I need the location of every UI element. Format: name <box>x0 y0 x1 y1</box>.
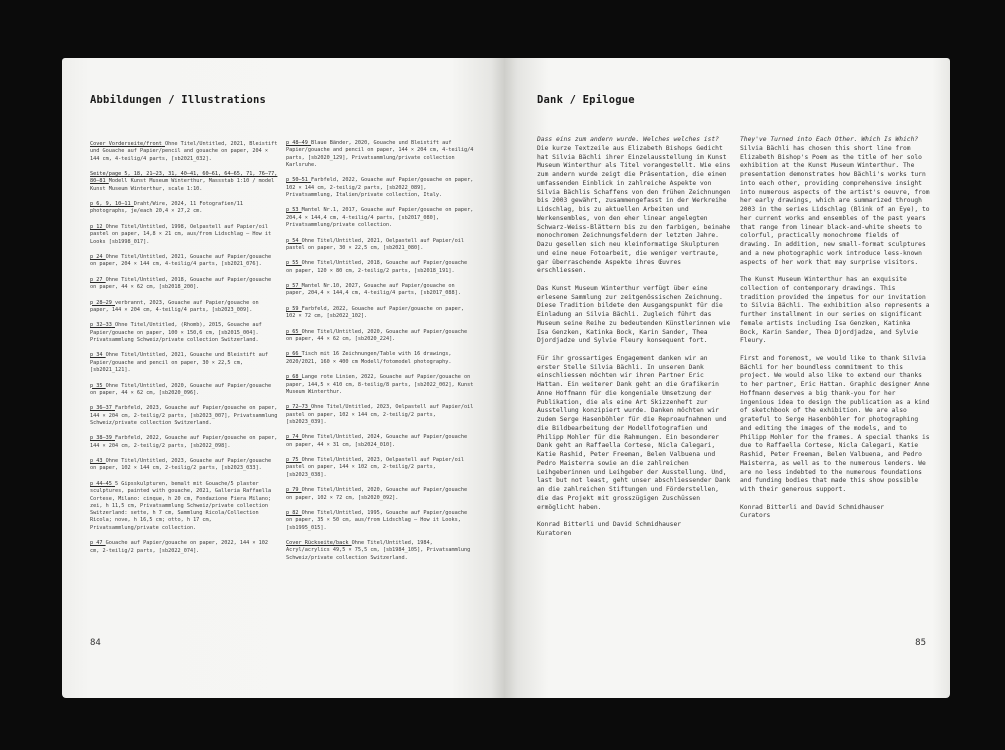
page-reference: p 74 <box>286 434 299 441</box>
page-reference: p 65 <box>286 328 299 335</box>
illustration-caption: Tisch mit 16 Zeichnungen/Table with 16 drawings, 2020/2021, 160 × 400 cm Modell/fotomodel photography. <box>286 351 452 365</box>
signature: Konrad Bitterli und David Schmidhauser <box>537 521 682 528</box>
illustration-caption: Modell Kunst Museum Winterthur, Massstab 1:10 / model Kunst Museum Winterthur, scale 1:10. <box>90 178 275 192</box>
page-reference: p 34 <box>90 352 103 359</box>
signature-role: Kuratoren <box>537 529 572 537</box>
epilogue-english-column <box>740 136 930 521</box>
illustration-entry <box>286 540 476 562</box>
illustration-entry <box>90 405 278 427</box>
page-reference: Cover Rückseite/back <box>286 540 349 547</box>
illustration-entry <box>286 434 476 449</box>
epilogue-quote: Dass eins zum andern wurde. Welches welches ist? <box>537 136 719 143</box>
page-reference: p 68 <box>286 374 299 381</box>
illustration-caption: Ohne Titel/Untitled, 1984, Acryl/acrylics 49,5 × 75,5 cm, [sb1984_105], Privatsammlung Schweiz/private collection Switzerland. <box>286 540 471 561</box>
page-reference: p 48–49 <box>286 140 308 146</box>
page-reference: p 55 <box>286 260 299 267</box>
page-heading: Abbildungen / Illustrations <box>90 94 267 106</box>
illustration-caption: Mantel Nr.10, 2027, Gouache auf Papier/gouache on paper, 204,4 × 144,4 cm, 4-teilig/4 parts, [sb2017_088]. <box>286 283 461 297</box>
illustration-entry <box>286 306 476 321</box>
illustration-entry <box>286 404 476 426</box>
epilogue-paragraph: First and foremost, we would like to thank Silvia Bächli for her boundless commitment to this project. We would also like to extend our thanks to her partner, Eric Hattan. Graphic designer Anne Hoffmann deserves a big thank-you for her ingenious idea to design the publication as a kind of sketchbook of the exhibition. We are also grateful to Serge Hasenböhler for photographing and editing the images of the models, and to Philipp Mohler for the frames. A special thanks is due to Raffaella Cortese, Nicla Calegari, Katie Rashid, Peter Freeman, Belen Valbuena, and Pedro Maisterra, as well as to the numerous lenders. We are no less indebted to the numerous foundations and funding bodies that made this show possible with their generous support. <box>740 354 930 493</box>
illustration-caption: Ohne Titel/Untitled, (Rhomb), 2015, Gouache auf Papier/gouache on paper, 100 × 150,6 cm, [sb2015_004]. Privatsammlung Schweiz/private collection Switzerland. <box>90 322 262 343</box>
epilogue-paragraph: The Kunst Museum Winterthur has an exquisite collection of contemporary drawings. This tradition provided the impetus for our invitation to Silvia Bächli. The exhibition also represents a further installment in our series on significant female artists including Isa Genzken, Katinka Bock, Karin Sander, Thea Djordjadze, and Sylvie Fleury. <box>740 276 930 345</box>
page-reference: p 47 <box>90 540 103 547</box>
illustration-entry <box>90 383 278 398</box>
page-number: 85 <box>915 638 926 648</box>
illustration-entry <box>90 352 278 374</box>
illustration-caption: Ohne Titel/Untitled, 2020, Gouache auf Papier/gouache on paper, 102 × 72 cm, [sb2020_092]. <box>286 487 468 501</box>
illustration-caption: Ohne Titel/Untitled, 2021, Gouache auf Papier/gouache on paper, 204 × 144 cm, 4-teilig/4 parts, [sb2021_076]. <box>90 254 272 268</box>
signature: Konrad Bitterli and David Schmidhauser <box>740 503 885 511</box>
illustration-entry <box>286 283 476 298</box>
illustrations-column-2 <box>286 140 476 570</box>
illustration-entry <box>286 207 476 229</box>
illustration-entry <box>90 201 278 216</box>
illustration-caption: Ohne Titel/Untitled, 2021, Gouache und Bleistift auf Papier/gouache and pencil on paper, 30 × 22,5 cm, [sb2021_121]. <box>90 352 269 374</box>
illustration-caption: Gouache auf Papier/gouache on paper, 2022, 144 × 102 cm, 2-teilig/2 parts, [sb2022_074]. <box>90 540 269 554</box>
page-heading: Dank / Epilogue <box>537 94 635 106</box>
page-reference: p 57 <box>286 283 299 290</box>
illustration-caption: Farbfeld, 2022, Gouache auf Papier/gouache on paper, 102 × 72 cm, [sb2022_102]. <box>286 305 465 320</box>
illustration-entry <box>90 435 278 450</box>
illustration-entry <box>90 254 278 269</box>
illustration-entry <box>90 224 278 246</box>
page-number: 84 <box>90 638 101 648</box>
illustrations-column-1 <box>90 141 278 563</box>
illustration-entry <box>90 540 278 555</box>
illustration-entry <box>286 329 476 344</box>
illustration-caption: Ohne Titel/Untitled, 2024, Gouache auf Papier/gouache on paper, 44 × 31 cm, [sb2024_010]. <box>286 434 468 448</box>
illustration-caption: 5 Gipsskulpturen, bemalt mit Gouache/5 plaster sculptures, painted with gouache, 2021, Galleria Raffaella Cortese, Milano: cinque, h 20 cm, Fondazione Fiera Milano; zei, h 11,5 cm, Privatsammlung Schweiz/private collection Switzerland: sette, h 7 cm, Sammlung Ricola/Collection Ricola; nove, h 16,5 cm; otto, h 17 cm, Privatsammlung/private collection. <box>90 480 272 531</box>
page-reference: Cover Vorderseite/front <box>90 141 162 147</box>
illustration-entry <box>90 458 278 473</box>
page-reference: p 53 <box>286 207 299 214</box>
page-reference: p 35 <box>90 382 103 389</box>
page-reference: p 27 <box>90 276 103 283</box>
page-reference: p 28–29 <box>90 299 112 306</box>
illustration-entry <box>286 260 476 275</box>
illustration-caption: Ohne Titel/Untitled, 2020, Gouache auf Papier/gouache on paper, 44 × 62 cm, [sb2020_224]. <box>286 328 468 342</box>
illustration-caption: Ohne Titel/Untitled, 2023, Oelpastell auf Papier/oil pastel on paper, 102 × 144 cm, 2-teilig/2 parts, [sb2023_039]. <box>286 404 474 425</box>
page-reference: p 66 <box>286 351 299 358</box>
epilogue-paragraph: Die kurze Textzeile aus Elizabeth Bishops Gedicht hat Silvia Bächli ihrer Einzelausstellung im Kunst Museum Winterthur als Titel vorangestellt. Wie eins zum andern wurde zeigt die Präsentation, die einen umfassenden Einblick in zahlreiche Aspekte von Silvia Bächlis Schaffens von den frühen Zeichnungen bis 2003 gewährt, zusammengefasst in der Werkreihe Lidschlag, bis zu aktuellen Arbeiten und Werkensembles, von den eher linear angelegten Schwarz-Weiss-Blättern bis zu den farbigen, beinahe monochromen Zeichnungsfeldern der letzten Jahre. Dazu gesellen sich neu kleinformatige Skulpturen und eine neue Fotoarbeit, die weniger vertraute, gar überraschende Aspekte ihres Œuvres erschliessen. <box>537 144 731 275</box>
illustration-caption: Ohne Titel/Untitled, 2021, Bleistift und Gouache auf Papier/pencil and gouache on paper, 204 × 144 cm, 4-teilig/4 parts, [sb2021_032]. <box>90 141 278 162</box>
illustration-caption: Farbfeld, 2022, Gouache auf Papier/gouache on paper, 102 × 144 cm, 2-teilig/2 parts, [sb2022_089], Privatsammlung, Italien/private collection, Italy. <box>286 177 474 198</box>
illustration-entry <box>90 300 278 315</box>
illustration-entry <box>286 351 476 366</box>
illustration-caption: Ohne Titel/Untitled, 1995, Gouache auf Papier/gouache on paper, 35 × 50 cm, aus/from Lidschlag – How it Looks, [sb1995_015]. <box>286 510 468 531</box>
open-book <box>62 58 952 698</box>
page-reference: p 6, 9, 10–11 <box>90 201 131 208</box>
illustration-caption: Ohne Titel/Untitled, 2021, Oelpastell auf Papier/oil pastel on paper, 30 × 22,5 cm, [sb2021_080]. <box>286 237 465 251</box>
page-reference: p 36–37 <box>90 405 112 412</box>
illustration-entry <box>90 322 278 344</box>
page-reference: p 44–45 <box>90 480 112 487</box>
page-reference: p 54 <box>286 237 299 244</box>
illustration-caption: verbrannt, 2023, Gouache auf Papier/gouache on paper, 144 × 204 cm, 4-teilig/4 parts, [sb2023_009]. <box>90 299 259 313</box>
illustration-caption: Draht/Wire, 2024, 11 Fotografien/11 photographs, je/each 20,4 × 27,2 cm. <box>90 201 244 215</box>
illustration-caption: Ohne Titel/Untitled, 2023, Oelpastell auf Papier/oil pastel on paper, 144 × 102 cm, 2-teilig/2 parts, [sb2023_038]. <box>286 457 465 478</box>
page-reference: p 59 <box>286 305 299 312</box>
page-reference: p 43 <box>90 458 103 465</box>
left-page <box>62 58 504 698</box>
page-reference: p 38–39 <box>90 435 112 442</box>
page-reference: p 50–51 <box>286 177 308 184</box>
illustration-caption: Ohne Titel/Untitled, 2020, Gouache auf Papier/gouache on paper, 44 × 62 cm, [sb2020_096]. <box>90 382 272 396</box>
illustration-caption: Ohne Titel/Untitled, 2023, Gouache auf Papier/gouache on paper, 102 × 144 cm, 2-teilig/2 parts, [sb2023_033]. <box>90 458 272 472</box>
epilogue-paragraph: Das Kunst Museum Winterthur verfügt über eine erlesene Sammlung zur zeitgenössischen Zeichnung. Diese Tradition bildete den Ausgangspunkt für die Einladung an Silvia Bächli. Zugleich führt das Museum seine Reihe zu bedeutenden Künstlerinnen wie Isa Genzken, Katinka Bock, Karin Sander, Thea Djordjadze und Sylvie Fleury konsequent fort. <box>537 284 731 345</box>
page-reference: p 12 <box>90 223 103 230</box>
illustration-caption: Ohne Titel/Untitled, 1998, Oelpastell auf Papier/oil pastel on paper, 14,8 × 21 cm, aus/from Lidschlag – How it Looks [sb1998_017]. <box>90 223 272 245</box>
illustration-caption: Farbfeld, 2023, Gouache auf Papier/gouache on paper, 144 × 204 cm, 2-teilig/2 parts, [sb2023_007], Privatsammlung Schweiz/private collection Switzerland. <box>90 405 278 426</box>
illustration-entry <box>90 171 278 193</box>
illustration-entry <box>286 457 476 479</box>
page-reference: p 75 <box>286 457 299 464</box>
illustration-entry <box>286 238 476 253</box>
epilogue-quote: They've Turned into Each Other. Which Is Which? <box>740 136 919 143</box>
illustration-caption: Lange rote Linien, 2022, Gouache auf Papier/gouache on paper, 144,5 × 410 cm, 8-teilig/8 parts, [sb2022_002], Kunst Museum Winterthur. <box>286 374 474 395</box>
illustration-entry <box>286 510 476 532</box>
right-page <box>504 58 950 698</box>
illustration-caption: Blaue Bänder, 2020, Gouache und Bleistift auf Papier/gouache and pencil on paper, 144 × 204 cm, 4-teilig/4 parts, [sb2020_129], Privatsammlung/private collection Karlsruhe. <box>286 140 474 168</box>
illustration-caption: Mantel Nr.1, 2017, Gouache auf Papier/gouache on paper, 204,4 × 144,4 cm, 4-teilig/4 parts, [sb2017_080], Privatsammlung/private collection. <box>286 207 474 229</box>
illustration-caption: Farbfeld, 2022, Gouache auf Papier/gouache on paper, 144 × 204 cm, 2-teilig/2 parts, [sb2022_098]. <box>90 435 278 449</box>
page-reference: p 82 <box>286 510 299 517</box>
page-reference: p 24 <box>90 254 103 261</box>
illustration-entry <box>90 481 278 532</box>
page-reference: Seite/page 5, 18, 21–23, 31, 40–41, 60–61, 64–65, 71, 76–77, 80–81 <box>90 171 278 185</box>
illustration-caption: Ohne Titel/Untitled, 2018, Gouache auf Papier/gouache on paper, 44 × 62 cm, [sb2018_200]. <box>90 276 272 291</box>
page-reference: p 32–33 <box>90 322 112 329</box>
page-reference: p 72–73 <box>286 404 308 411</box>
illustration-entry <box>286 487 476 502</box>
epilogue-german-column <box>537 136 733 539</box>
illustration-entry <box>90 141 278 163</box>
illustration-entry <box>90 277 278 292</box>
epilogue-paragraph: Silvia Bächli has chosen this short line from Elizabeth Bishop's Poem as the title of her solo exhibition at the Kunst Museum Winterthur. The presentation demonstrates how Bächli's works turn into each other, providing comprehensive insight into numerous aspects of the artist's oeuvre, from her early drawings, which are summarized through 2003 in the series Lidschlag (Blink of an Eye), to her current works and ensembles of the past years that range from linear black-and-white sheets to colorful, practically monochrome fields of drawing. In addition, new small-format sculptures and a new photographic work introduce less-known aspects of her work that may surprise visitors. <box>740 144 930 266</box>
page-reference: p 79 <box>286 487 299 494</box>
illustration-caption: Ohne Titel/Untitled, 2018, Gouache auf Papier/gouache on paper, 120 × 80 cm, 2-teilig/2 parts, [sb2018_191]. <box>286 260 468 274</box>
illustration-entry <box>286 374 476 396</box>
epilogue-paragraph: Für ihr grossartiges Engagement danken wir an erster Stelle Silvia Bächli. In unseren Dank einschliessen möchten wir ihren Partner Eric Hattan. Ein weiterer Dank geht an die Grafikerin Anne Hoffmann für die kongeniale Umsetzung der Publikation, die als eine Art Skizzenheft zur Ausstellung konzipiert wurde. Danken möchten wir zudem Serge Hasenböhler für die Reproaufnahmen und die Bildbearbeitung der Modellfotografien und Philipp Mohler für die Rahmungen. Ein besonderer Dank geht an Raffaella Cortese, Nicla Calegari, Katie Rashid, Peter Freeman, Belen Valbuena und Pedro Maisterra sowie an die zahlreichen Leihgeberinnen und Leihgeber der Ausstellung. Und, last but not least, geht unser abschliessender Dank an die zahlreichen Stiftungen und Förderstellen, die das Projekt mit grosszügigen Zuschüssen ermöglicht haben. <box>537 354 731 511</box>
illustration-entry <box>286 140 476 169</box>
signature-role: Curators <box>740 512 771 520</box>
illustration-entry <box>286 177 476 199</box>
